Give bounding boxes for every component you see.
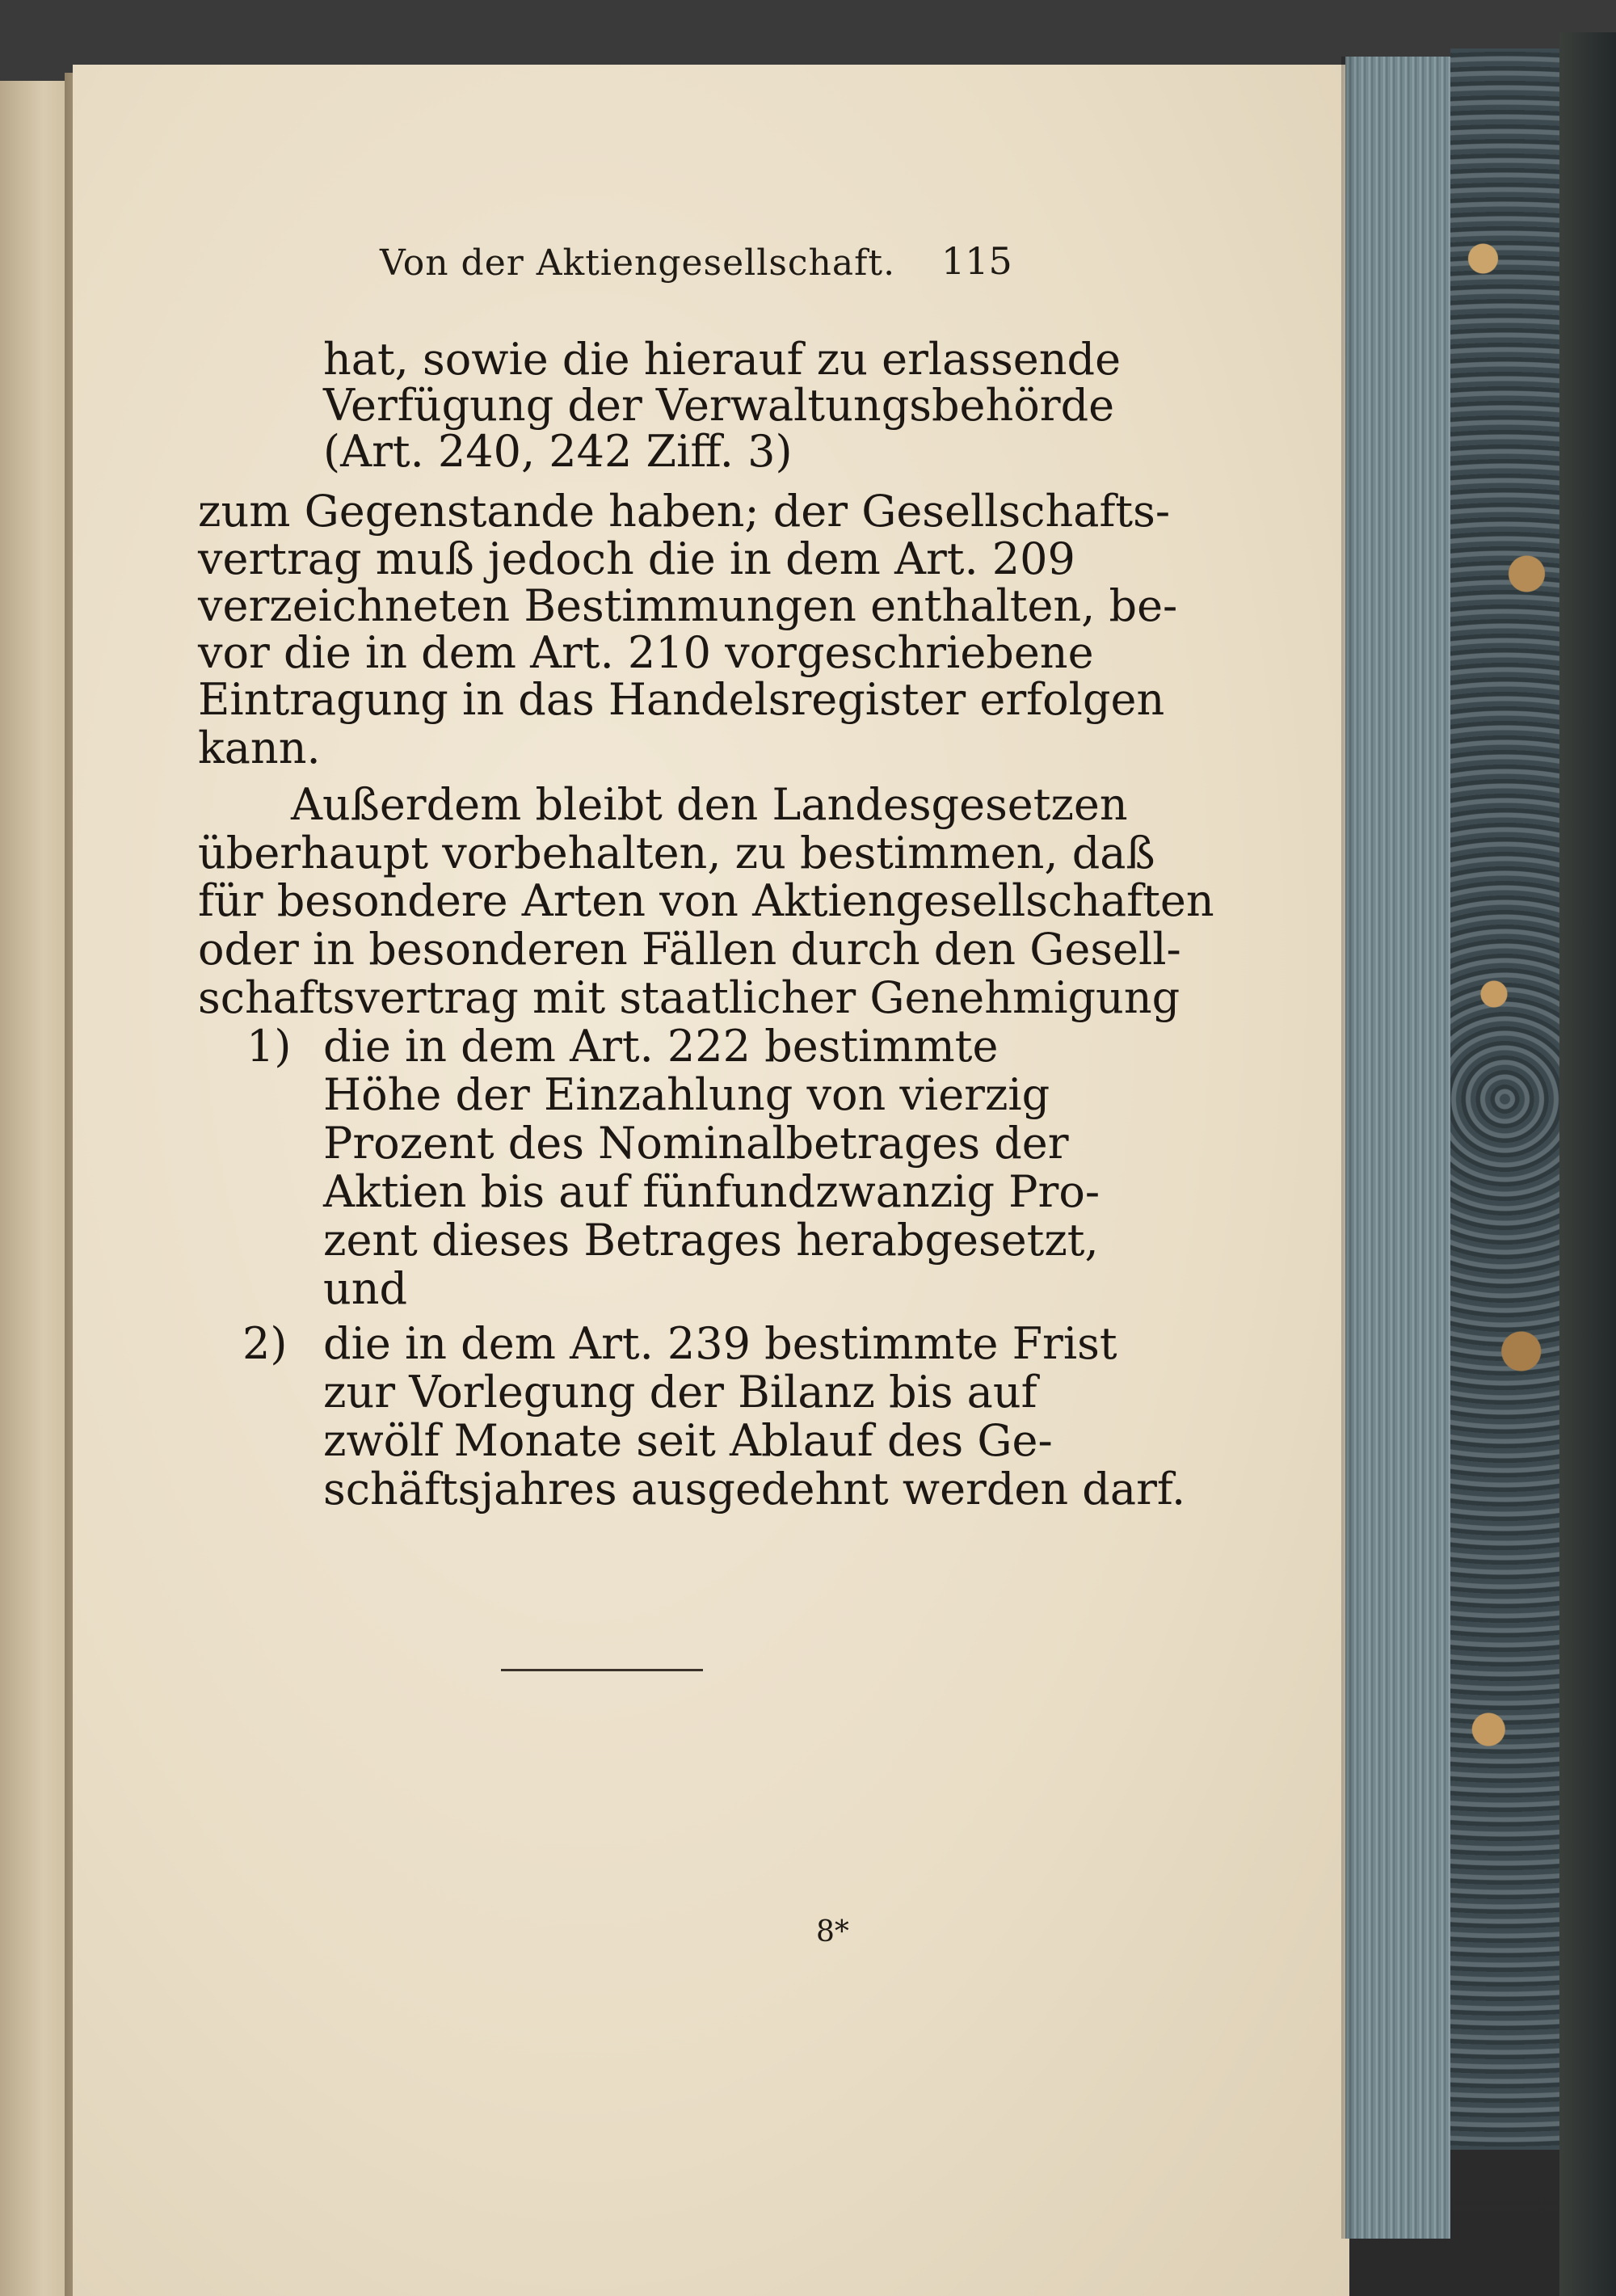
text-line: Außerdem bleibt den Landesgesetzen <box>291 779 1128 830</box>
text-line: die in dem Art. 222 bestimmte <box>323 1021 999 1072</box>
text-line: Höhe der Einzahlung von vierzig <box>323 1069 1050 1120</box>
text-line: zwölf Monate seit Ablauf des Ge- <box>323 1415 1053 1466</box>
text-line: vor die in dem Art. 210 vorgeschriebene <box>198 627 1094 678</box>
text-line: schaftsvertrag mit staatlicher Genehmigung <box>198 972 1180 1023</box>
text-line: überhaupt vorbehalten, zu bestimmen, daß <box>198 828 1155 878</box>
page-block-edges <box>1345 57 1450 2239</box>
text-line: Aktien bis auf fünfundzwanzig Pro- <box>323 1166 1100 1217</box>
left-page-edge <box>0 81 73 2296</box>
page-number: 115 <box>941 239 1012 283</box>
text-line: Verfügung der Verwaltungsbehörde <box>323 380 1115 431</box>
list-marker: 1) <box>246 1021 292 1072</box>
text-line: zur Vorlegung der Bilanz bis auf <box>323 1367 1037 1418</box>
text-line: (Art. 240, 242 Ziff. 3) <box>323 426 793 477</box>
text-line: kann. <box>198 723 321 773</box>
text-line: hat, sowie die hierauf zu erlassende <box>323 334 1122 385</box>
text-line: zum Gegenstande haben; der Gesellschafts- <box>198 486 1171 537</box>
text-line: oder in besonderen Fällen durch den Gesell- <box>198 924 1181 975</box>
section-divider <box>501 1669 703 1671</box>
text-line: schäftsjahres ausgedehnt werden darf. <box>323 1464 1186 1515</box>
text-line: Prozent des Nominalbetrages der <box>323 1118 1069 1169</box>
text-line: Eintragung in das Handelsregister erfolgen <box>198 674 1165 725</box>
text-line: vertrag muß jedoch die in dem Art. 209 <box>198 533 1075 584</box>
signature-mark: 8* <box>816 1915 849 1948</box>
list-marker: 2) <box>242 1318 288 1369</box>
book-cover-edge <box>1559 32 1616 2296</box>
text-line: die in dem Art. 239 bestimmte Frist <box>323 1318 1117 1369</box>
running-title: Von der Aktiengesellschaft. <box>380 242 896 284</box>
marbled-cover <box>1450 48 1559 2150</box>
text-line: verzeichneten Bestimmungen enthalten, be- <box>198 580 1178 631</box>
text-line: zent dieses Betrages herabgesetzt, <box>323 1215 1099 1266</box>
text-line: und <box>323 1263 408 1314</box>
page-edge-shadow <box>1341 57 1357 2239</box>
text-line: für besondere Arten von Aktiengesellschaften <box>198 875 1214 926</box>
